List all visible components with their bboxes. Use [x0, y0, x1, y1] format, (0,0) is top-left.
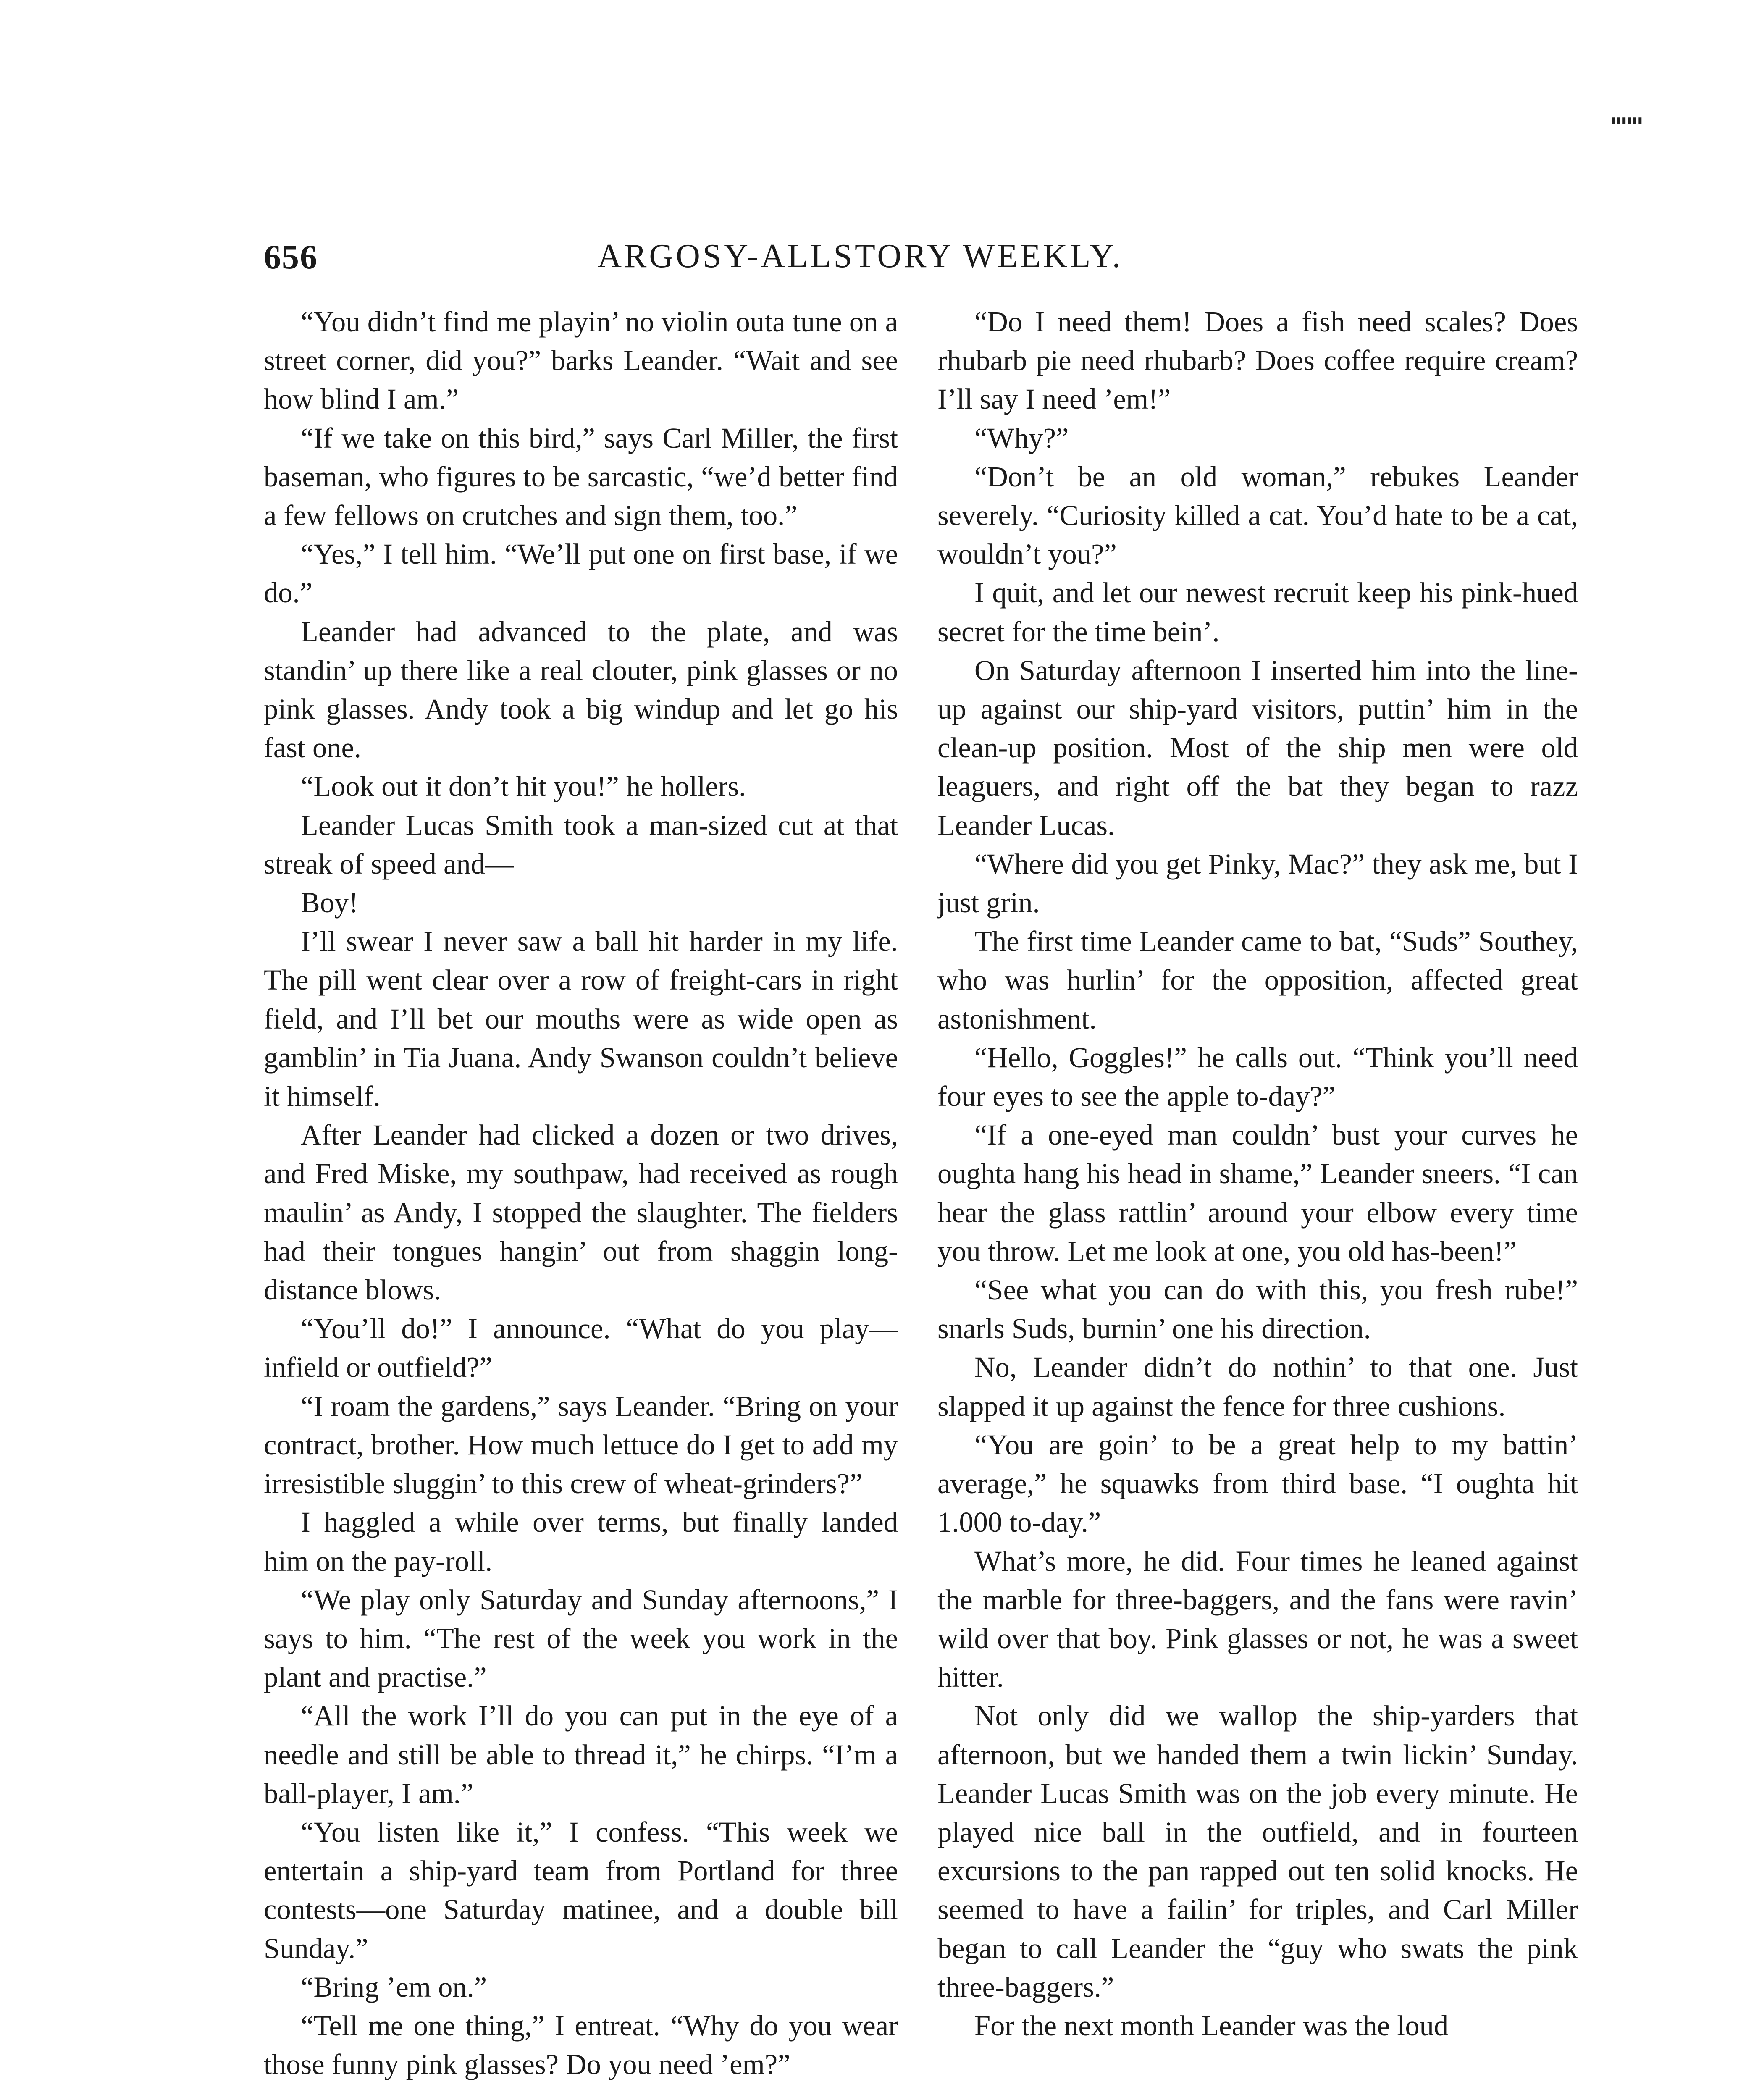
page-number: 656 [264, 238, 318, 276]
paragraph: “You didn’t find me playin’ no violin outa tune on a street corner, did you?” barks Leander. “Wait and see how blind I am.” [264, 306, 898, 415]
page-header [264, 237, 1457, 284]
paragraph: What’s more, he did. Four times he leaned against the marble for three-baggers, and the fans were ravin’ wild over that boy. Pink glasses or not, he was a sweet hitter. [937, 1545, 1578, 1693]
corner-scan-mark: """ [1609, 113, 1641, 142]
paragraph: “Do I need them! Does a fish need scales? Does rhubarb pie need rhubarb? Does coffee require cream? I’ll say I need ’em!” [937, 306, 1578, 415]
paragraph: I haggled a while over terms, but finally landed him on the pay-roll. [264, 1506, 898, 1577]
paragraph: “Look out it don’t hit you!” he hollers. [301, 770, 746, 803]
running-title: ARGOSY-ALLSTORY WEEKLY. [597, 238, 1123, 275]
paragraph: “Yes,” I tell him. “We’ll put one on first base, if we do.” [264, 538, 898, 609]
paragraph: “If we take on this bird,” says Carl Miller, the first baseman, who figures to be sarcastic, “we’d better find a few fellows on crutches and sign them, too.” [264, 422, 898, 532]
paragraph: “If a one-eyed man couldn’ bust your curves he oughta hang his head in shame,” Leander sneers. “I can hear the glass rattlin’ around your elbow every time you throw. Let me look at one, you old has-been!” [937, 1119, 1578, 1267]
left-text-column [264, 302, 898, 2084]
paragraph: Leander Lucas Smith took a man-sized cut at that streak of speed and— [264, 809, 898, 880]
paragraph: “All the work I’ll do you can put in the eye of a needle and still be able to thread it,” he chirps. “I’m a ball-player, I am.” [264, 1700, 898, 1809]
paragraph: “Bring ’em on.” [301, 1971, 487, 2003]
paragraph: After Leander had clicked a dozen or two drives, and Fred Miske, my southpaw, had received as rough maulin’ as Andy, I stopped the slaughter. The fielders had their tongues hangin’ out from shaggin long-distance blows. [264, 1119, 898, 1306]
paragraph: “See what you can do with this, you fresh rube!” snarls Suds, burnin’ one his direction. [937, 1274, 1578, 1345]
paragraph: Boy! [301, 887, 358, 919]
paragraph: “Don’t be an old woman,” rebukes Leander severely. “Curiosity killed a cat. You’d hate to be a cat, wouldn’t you?” [937, 460, 1578, 570]
paragraph: “We play only Saturday and Sunday afternoons,” I says to him. “The rest of the week you work in the plant and practise.” [264, 1583, 898, 1693]
paragraph: “Where did you get Pinky, Mac?” they ask me, but I just grin. [937, 848, 1578, 919]
paragraph: No, Leander didn’t do nothin’ to that one. Just slapped it up against the fence for three cushions. [937, 1351, 1578, 1422]
paragraph: Not only did we wallop the ship-yarders that afternoon, but we handed them a twin lickin’ Sunday. Leander Lucas Smith was on the job every minute. He played nice ball in the outfield, and in fourteen excursions to the pan rapped out ten solid knocks. He seemed to have a failin’ for triples, and Carl Miller began to call Leander the “guy who swats the pink three-baggers.” [937, 1700, 1578, 2003]
paragraph: “Hello, Goggles!” he calls out. “Think you’ll need four eyes to see the apple to-day?” [937, 1041, 1578, 1113]
paragraph: “I roam the gardens,” says Leander. “Bring on your contract, brother. How much lettuce do I get to add my irresistible sluggin’ to this crew of wheat-grinders?” [264, 1390, 898, 1500]
right-text-column [937, 302, 1578, 2045]
paragraph: “You listen like it,” I confess. “This week we entertain a ship-yard team from Portland for three contests—one Saturday matinee, and a double bill Sunday.” [264, 1816, 898, 1964]
paragraph: On Saturday afternoon I inserted him into the line-up against our ship-yard visitors, puttin’ him in the clean-up position. Most of the ship men were old leaguers, and right off the bat they began to razz Leander Lucas. [937, 654, 1578, 841]
paragraph: “You’ll do!” I announce. “What do you play—infield or outfield?” [264, 1312, 898, 1383]
paragraph: The first time Leander came to bat, “Suds” Southey, who was hurlin’ for the opposition, affected great astonishment. [937, 925, 1578, 1035]
paragraph: Leander had advanced to the plate, and was standin’ up there like a real clouter, pink glasses or no pink glasses. Andy took a big windup and let go his fast one. [264, 615, 898, 764]
paragraph: For the next month Leander was the loud [974, 2009, 1449, 2042]
paragraph: “Why?” [974, 422, 1069, 454]
paragraph: “You are goin’ to be a great help to my battin’ average,” he squawks from third base. “I oughta hit 1.000 to-day.” [937, 1428, 1578, 1538]
paragraph: I quit, and let our newest recruit keep his pink-hued secret for the time bein’. [937, 577, 1578, 648]
paragraph: “Tell me one thing,” I entreat. “Why do you wear those funny pink glasses? Do you need ’em?” [264, 2009, 898, 2081]
paragraph: I’ll swear I never saw a ball hit harder in my life. The pill went clear over a row of freight-cars in right field, and I’ll bet our mouths were as wide open as gamblin’ in Tia Juana. Andy Swanson couldn’t believe it himself. [264, 925, 898, 1113]
